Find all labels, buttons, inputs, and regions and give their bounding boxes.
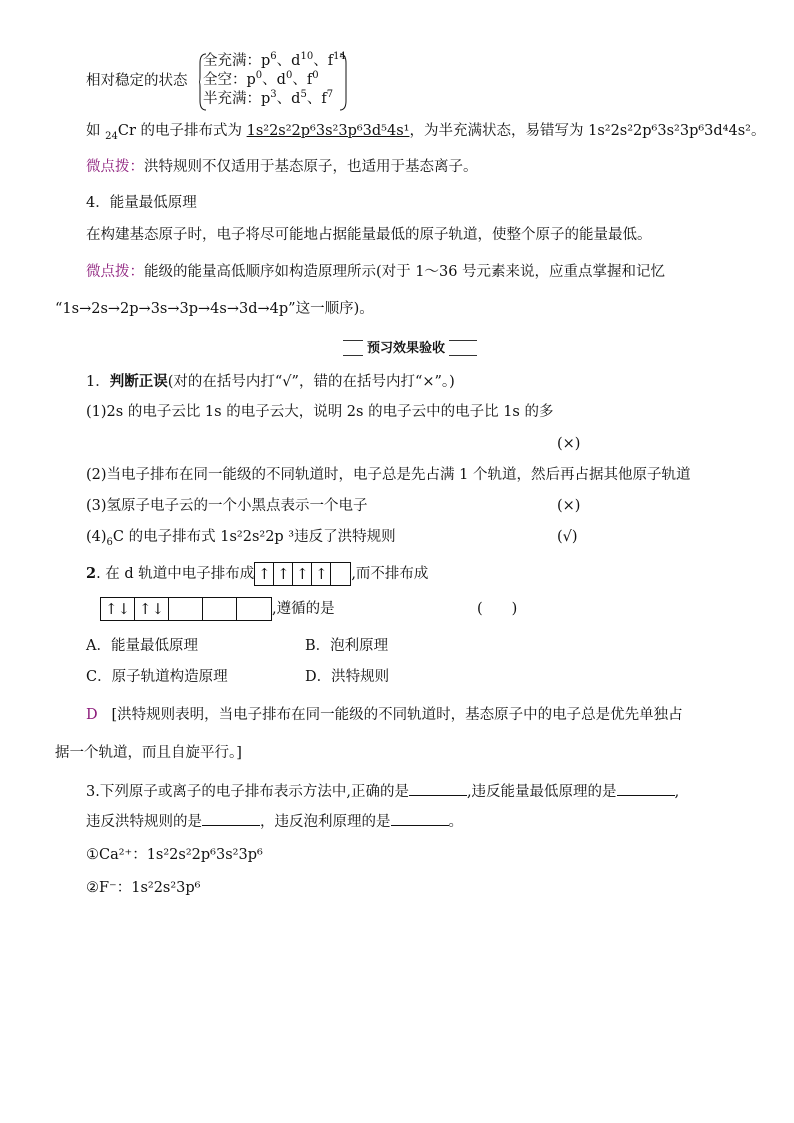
orbital-box: ↑ — [312, 563, 331, 585]
q3-stem-2: 违反洪特规则的是 ，违反泡利原理的是 。 — [86, 811, 463, 832]
tip-label: 微点拨： — [86, 159, 144, 175]
orbital-box — [169, 598, 203, 620]
orbital-box: ↑ — [274, 563, 293, 585]
q1-item-2: (2)当电子排布在同一能级的不同轨道时，电子总是先占满 1 个轨道，然后再占据其他原子轨道 — [86, 467, 691, 483]
section-4-heading: 4．能量最低原理 — [86, 195, 197, 211]
answer-blank[interactable] — [409, 781, 467, 796]
cr-correct-config: 1s²2s²2p⁶3s²3p⁶3d⁵4s¹ — [246, 123, 410, 139]
q2-option-a: A．能量最低原理 — [86, 638, 198, 654]
section-4-text: 在构建基态原子时，电子将尽可能地占据能量最低的原子轨道，使整个原子的能量最低。 — [86, 227, 652, 243]
orbital-diagram-paired — [100, 597, 272, 621]
banner-title: 预习效果验收 — [363, 337, 449, 356]
orbital-diagram-hund — [254, 562, 351, 586]
q3-item-2: ②F⁻：1s²2s²3p⁶ — [86, 880, 201, 896]
stable-states-label: 相对稳定的状态 — [86, 73, 188, 89]
tip-1: 微点拨：洪特规则不仅适用于基态原子，也适用于基态离子。 — [86, 159, 478, 175]
answer-blank[interactable] — [391, 811, 449, 826]
q1-item-1: (1)2s 的电子云比 1s 的电子云大，说明 2s 的电子云中的电子比 1s 的多 — [86, 404, 554, 420]
answer-blank[interactable] — [617, 781, 675, 796]
tip-2-line-2: “1s→2s→2p→3s→3p→4s→3d→4p”这一顺序)。 — [55, 301, 374, 317]
q2-answer-key: D — [86, 707, 98, 723]
q2-answer-paren: ( ) — [477, 601, 518, 617]
cr-config-line: 如 $_{24}$Cr 的电子排布式为 1s²2s²2p⁶3s²3p⁶3d⁵4s¹，为半充满状态，易错写为 1s²2s²2p⁶3s²3p⁶3d⁴4s²。 — [86, 123, 766, 142]
orbital-box: ↑↓ — [101, 598, 135, 620]
q2-stem: 2. 在 d 轨道中电子排布成 ↑ ↑ ↑ ↑ ,而不排布成 — [86, 562, 428, 586]
answer-blank[interactable] — [202, 811, 260, 826]
q1-heading: 1．判断正误(对的在括号内打“√”，错的在括号内打“×”。) — [86, 373, 455, 390]
q1-item-3: (3)氢原子电子云的一个小黑点表示一个电子 — [86, 498, 368, 514]
orbital-box: ↑↓ — [135, 598, 169, 620]
orbital-box: ↑ — [255, 563, 274, 585]
orbital-box — [237, 598, 271, 620]
state-half: 半充满：$p^3$、$d^5$、$f^7$ — [203, 89, 334, 107]
cr-wrong-config: 1s²2s²2p⁶3s²3p⁶3d⁴4s²。 — [588, 123, 766, 139]
q3-stem: 3.下列原子或离子的电子排布表示方法中,正确的是 ,违反能量最低原理的是 , — [86, 781, 679, 802]
tip-label: 微点拨： — [86, 264, 144, 280]
orbital-box — [203, 598, 237, 620]
state-full: 全充满：$p^6$、$d^{10}$、$f^{14}$ — [203, 51, 346, 69]
q2-option-d: D．洪特规则 — [305, 669, 390, 685]
orbital-box — [331, 563, 350, 585]
q2-option-c: C．原子轨道构造原理 — [86, 669, 228, 685]
q3-item-1: ①Ca²⁺：1s²2s²2p⁶3s²3p⁶ — [86, 847, 263, 863]
q2-option-b: B．泡利原理 — [305, 638, 389, 654]
q2-stem-2: ↑↓ ↑↓ ,遵循的是 — [100, 597, 335, 621]
q2-answer: D [洪特规则表明，当电子排布在同一能级的不同轨道时，基态原子中的电子总是优先单独占 — [86, 707, 683, 723]
q1-item-3-answer: (×) — [557, 498, 581, 514]
q1-title: 判断正误 — [109, 373, 168, 390]
q1-item-4-answer: (√) — [557, 529, 578, 545]
orbital-box: ↑ — [293, 563, 312, 585]
q2-answer-cont: 据一个轨道，而且自旋平行。] — [55, 745, 242, 761]
section-banner — [343, 340, 477, 356]
state-empty: 全空：$p^0$、$d^0$、$f^0$ — [203, 70, 319, 88]
tip-2-line-1: 微点拨：能级的能量高低顺序如构造原理所示(对于 1～36 号元素来说，应重点掌握和记忆 — [86, 264, 666, 280]
q1-item-4: $(4)_6C$ 的电子排布式 1s²2s²2p ³违反了洪特规则 — [86, 529, 396, 548]
q1-item-1-answer: (×) — [557, 436, 581, 452]
